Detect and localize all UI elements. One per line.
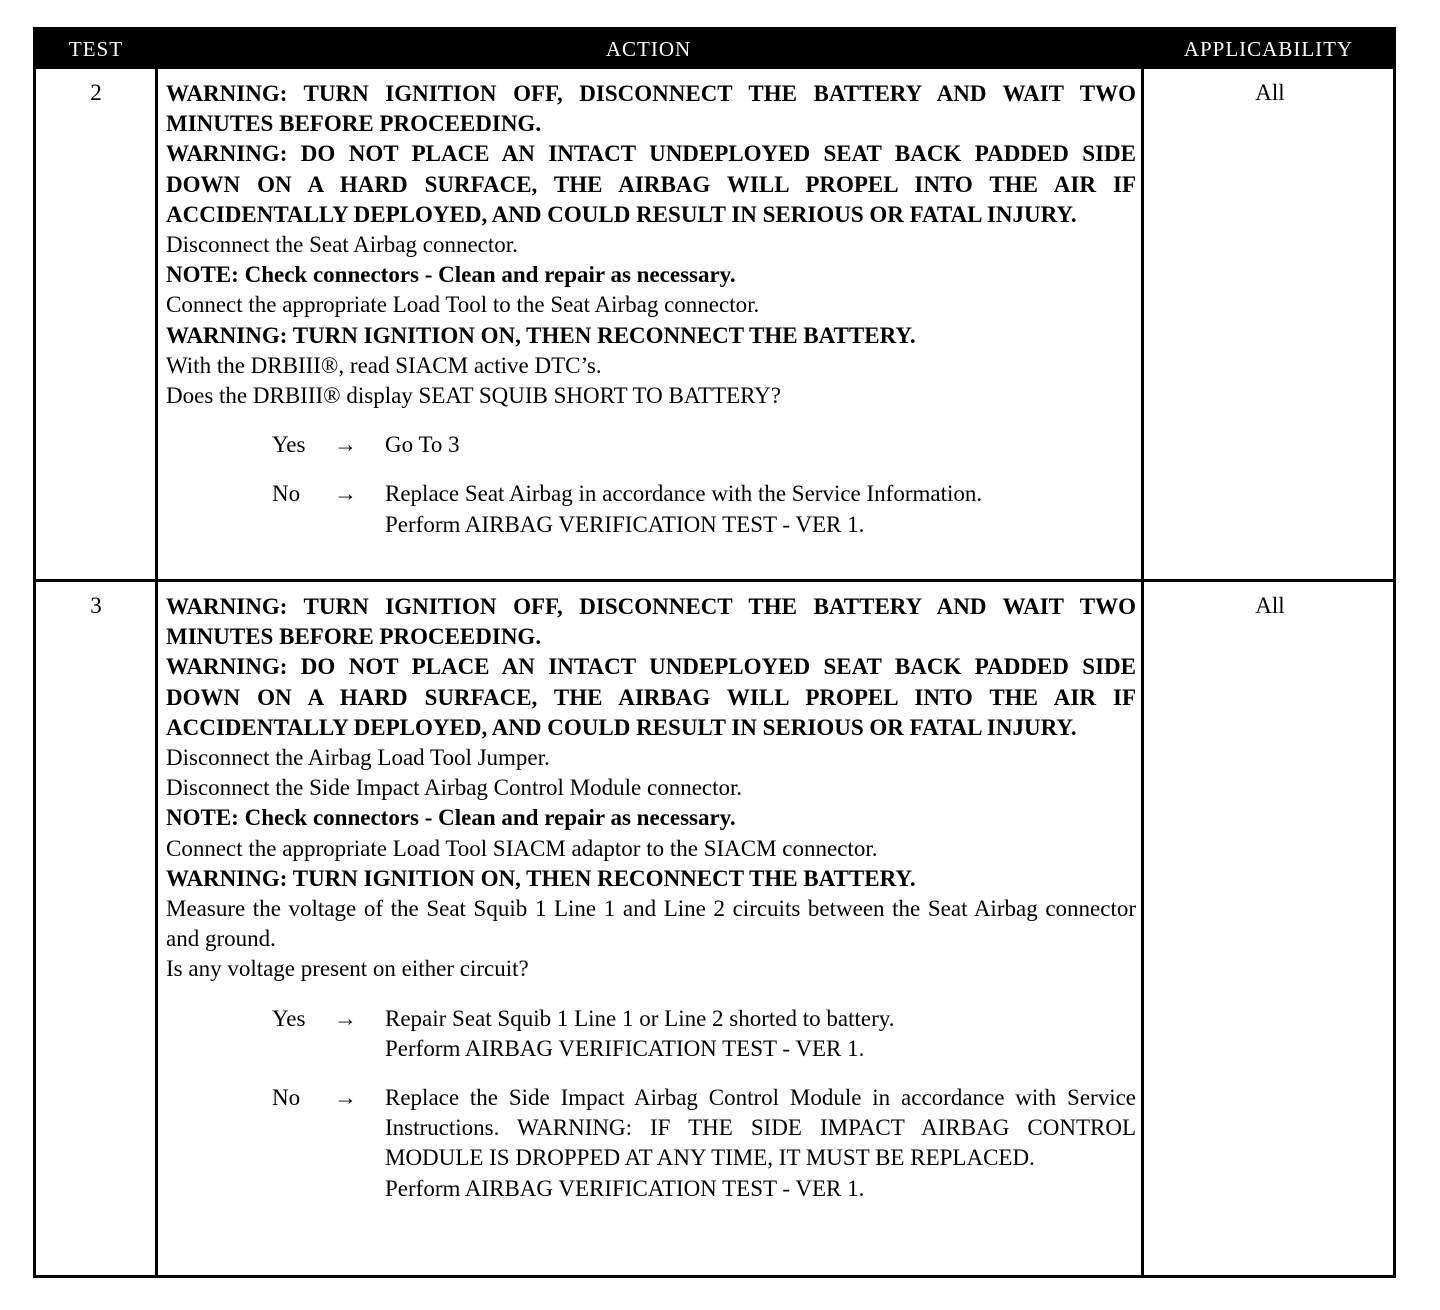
no-result: Replace the Side Impact Airbag Control Module in accordance with Service Instructions. WARNING: IF THE SIDE IMPACT AIRBAG CONTROL MODULE IS DROPPED AT ANY TIME, IT MUST BE REPLACED. [385,1085,1136,1171]
no-label: No [272,1085,301,1111]
diagnostic-table [33,27,1396,1278]
arrow-icon: → [334,1005,357,1031]
warning-text: WARNING: TURN IGNITION OFF, DISCONNECT THE BATTERY AND WAIT TWO MINUTES BEFORE PROCEEDING. [166,594,1136,650]
header-applicability: APPLICABILITY [1183,37,1354,61]
test-number: 2 [90,80,102,105]
column-divider [1141,69,1144,1275]
arrow-icon: → [334,432,357,458]
yes-result: Perform AIRBAG VERIFICATION TEST - VER 1. [385,1035,865,1061]
no-result: Perform AIRBAG VERIFICATION TEST - VER 1. [385,511,865,537]
warning-text: WARNING: TURN IGNITION ON, THEN RECONNECT THE BATTERY. [166,865,916,891]
step-text: With the DRBIII®, read SIACM active DTC’s. [166,352,602,378]
warning-text: WARNING: DO NOT PLACE AN INTACT UNDEPLOYED SEAT BACK PADDED SIDE DOWN ON A HARD SURFACE, THE AIRBAG WILL PROPEL INTO THE AIR IF ACCIDENTALLY DEPLOYED, AND COULD RESULT IN SERIOUS OR FATAL INJURY. [166,141,1136,227]
step-text: Disconnect the Side Impact Airbag Control Module connector. [166,775,743,801]
header-test: TEST [68,37,124,61]
yes-response [166,1004,1136,1064]
no-result: Perform AIRBAG VERIFICATION TEST - VER 1. [385,1175,865,1201]
test-number: 3 [90,593,102,618]
step-text: Measure the voltage of the Seat Squib 1 Line 1 and Line 2 circuits between the Seat Airbag connector and ground. [166,896,1136,952]
no-response [166,479,1136,539]
applicability-value: All [1255,593,1285,618]
note-text: NOTE: Check connectors - Clean and repair as necessary. [166,805,736,831]
no-result: Replace Seat Airbag in accordance with the Service Information. [385,481,983,507]
step-text: Connect the appropriate Load Tool SIACM adaptor to the SIACM connector. [166,835,878,861]
warning-text: WARNING: TURN IGNITION OFF, DISCONNECT THE BATTERY AND WAIT TWO MINUTES BEFORE PROCEEDING. [166,81,1136,137]
step-text: Disconnect the Airbag Load Tool Jumper. [166,745,550,771]
arrow-icon: → [334,481,357,507]
step-text: Connect the appropriate Load Tool to the Seat Airbag connector. [166,292,760,318]
yes-response [166,430,1136,460]
yes-result: Go To 3 [385,432,460,458]
question-text: Is any voltage present on either circuit? [166,956,529,982]
no-label: No [272,481,301,507]
arrow-icon: → [334,1085,357,1111]
table-header [36,30,1393,69]
no-response [166,1083,1136,1204]
step-text: Disconnect the Seat Airbag connector. [166,232,518,258]
yes-result: Repair Seat Squib 1 Line 1 or Line 2 shorted to battery. [385,1005,895,1031]
yes-label: Yes [272,432,306,458]
applicability-value: All [1255,80,1285,105]
header-action: ACTION [605,37,692,61]
question-text: Does the DRBIII® display SEAT SQUIB SHORT TO BATTERY? [166,383,781,409]
warning-text: WARNING: DO NOT PLACE AN INTACT UNDEPLOYED SEAT BACK PADDED SIDE DOWN ON A HARD SURFACE, THE AIRBAG WILL PROPEL INTO THE AIR IF ACCIDENTALLY DEPLOYED, AND COULD RESULT IN SERIOUS OR FATAL INJURY. [166,654,1136,740]
row-divider [36,579,1393,582]
yes-label: Yes [272,1005,306,1031]
note-text: NOTE: Check connectors - Clean and repair as necessary. [166,262,736,288]
column-divider [155,69,158,1275]
action-cell [166,79,1136,540]
action-cell [166,592,1136,1204]
warning-text: WARNING: TURN IGNITION ON, THEN RECONNECT THE BATTERY. [166,322,916,348]
